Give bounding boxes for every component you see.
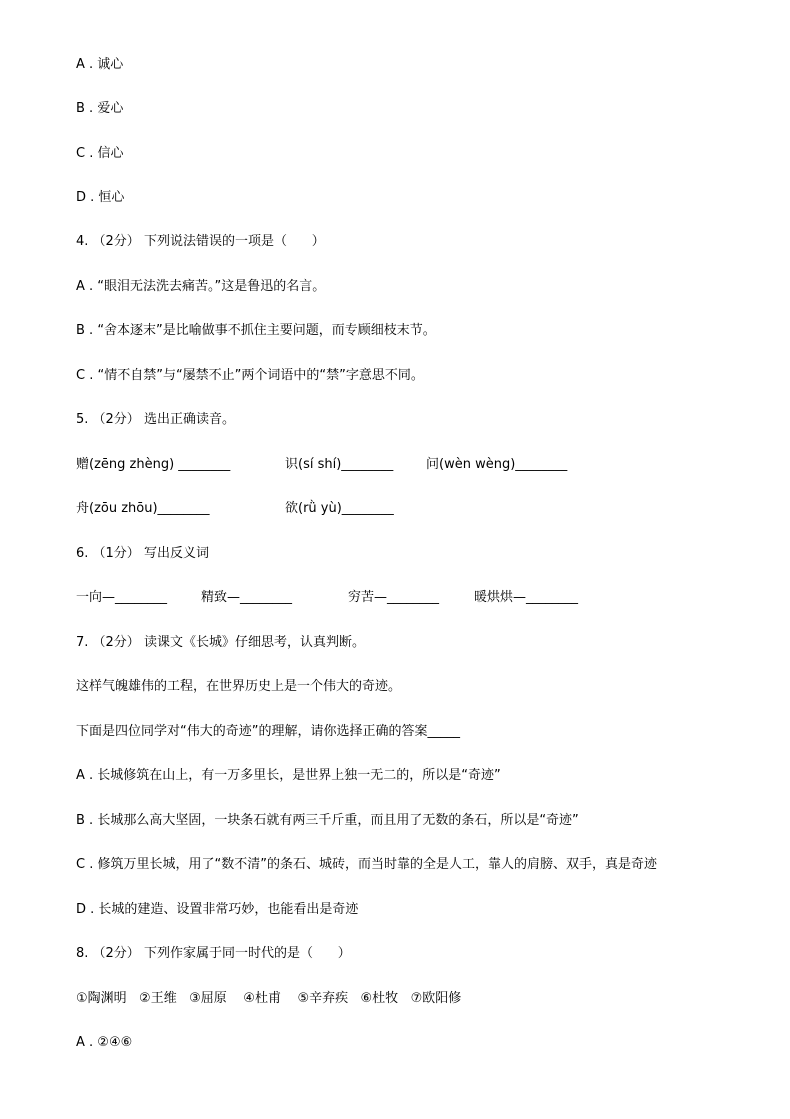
question-5: 5. （2分） 选出正确读音。 (76, 412, 235, 427)
option-d-prev: D . 恒心 (76, 190, 125, 205)
question-7-option-c: C . 修筑万里长城，用了“数不清”的条石、城砖，而当时靠的全是人工，靠人的肩膀、双手，真是奇迹 (76, 857, 657, 872)
q6-item-4: 暖烘烘—________ (474, 590, 579, 605)
option-b-prev: B . 爱心 (76, 101, 124, 116)
question-7-option-a: A . 长城修筑在山上，有一万多里长，是世界上独一无二的，所以是“奇迹” (76, 768, 501, 783)
question-8-author-list: ①陶渊明 ②王维 ③屈原 ④杜甫 ⑤辛弃疾 ⑥杜牧 ⑦欧阳修 (76, 991, 462, 1006)
q5-item-zhou: 舟(zōu zhōu)________ (76, 501, 210, 516)
question-7: 7. （2分） 读课文《长城》仔细思考，认真判断。 (76, 635, 365, 650)
option-c-prev: C . 信心 (76, 146, 124, 161)
question-4-option-c: C . “情不自禁”与“屡禁不止”两个词语中的“禁”字意思不同。 (76, 368, 424, 383)
q5-item-shi: 识(sí shí)________ (285, 457, 394, 472)
q5-item-zeng: 赠(zēng zhèng) ________ (76, 457, 231, 472)
question-7-stem-2: 下面是四位同学对“伟大的奇迹”的理解，请你选择正确的答案_____ (76, 724, 460, 739)
question-7-option-d: D . 长城的建造、设置非常巧妙，也能看出是奇迹 (76, 902, 359, 917)
q5-item-wen: 问(wèn wèng)________ (426, 457, 568, 472)
question-7-stem-1: 这样气魄雄伟的工程，在世界历史上是一个伟大的奇迹。 (76, 679, 402, 694)
q5-item-yu: 欲(rǜ yù)________ (285, 501, 394, 516)
q6-item-3: 穷苦—________ (348, 590, 440, 605)
option-a-prev: A . 诚心 (76, 57, 124, 72)
q6-item-1: 一向—________ (76, 590, 168, 605)
question-8-option-a: A . ②④⑥ (76, 1035, 133, 1050)
question-4-option-b: B . “舍本逐末”是比喻做事不抓住主要问题，而专顾细枝末节。 (76, 323, 436, 338)
question-4-option-a: A . “眼泪无法洗去痛苦。”这是鲁迅的名言。 (76, 279, 326, 294)
question-4: 4. （2分） 下列说法错误的一项是（ ） (76, 234, 325, 249)
q6-item-2: 精致—________ (201, 590, 293, 605)
question-6: 6. （1分） 写出反义词 (76, 546, 209, 561)
question-8: 8. （2分） 下列作家属于同一时代的是（ ） (76, 946, 351, 961)
question-7-option-b: B . 长城那么高大坚固，一块条石就有两三千斤重，而且用了无数的条石，所以是“奇迹” (76, 813, 579, 828)
